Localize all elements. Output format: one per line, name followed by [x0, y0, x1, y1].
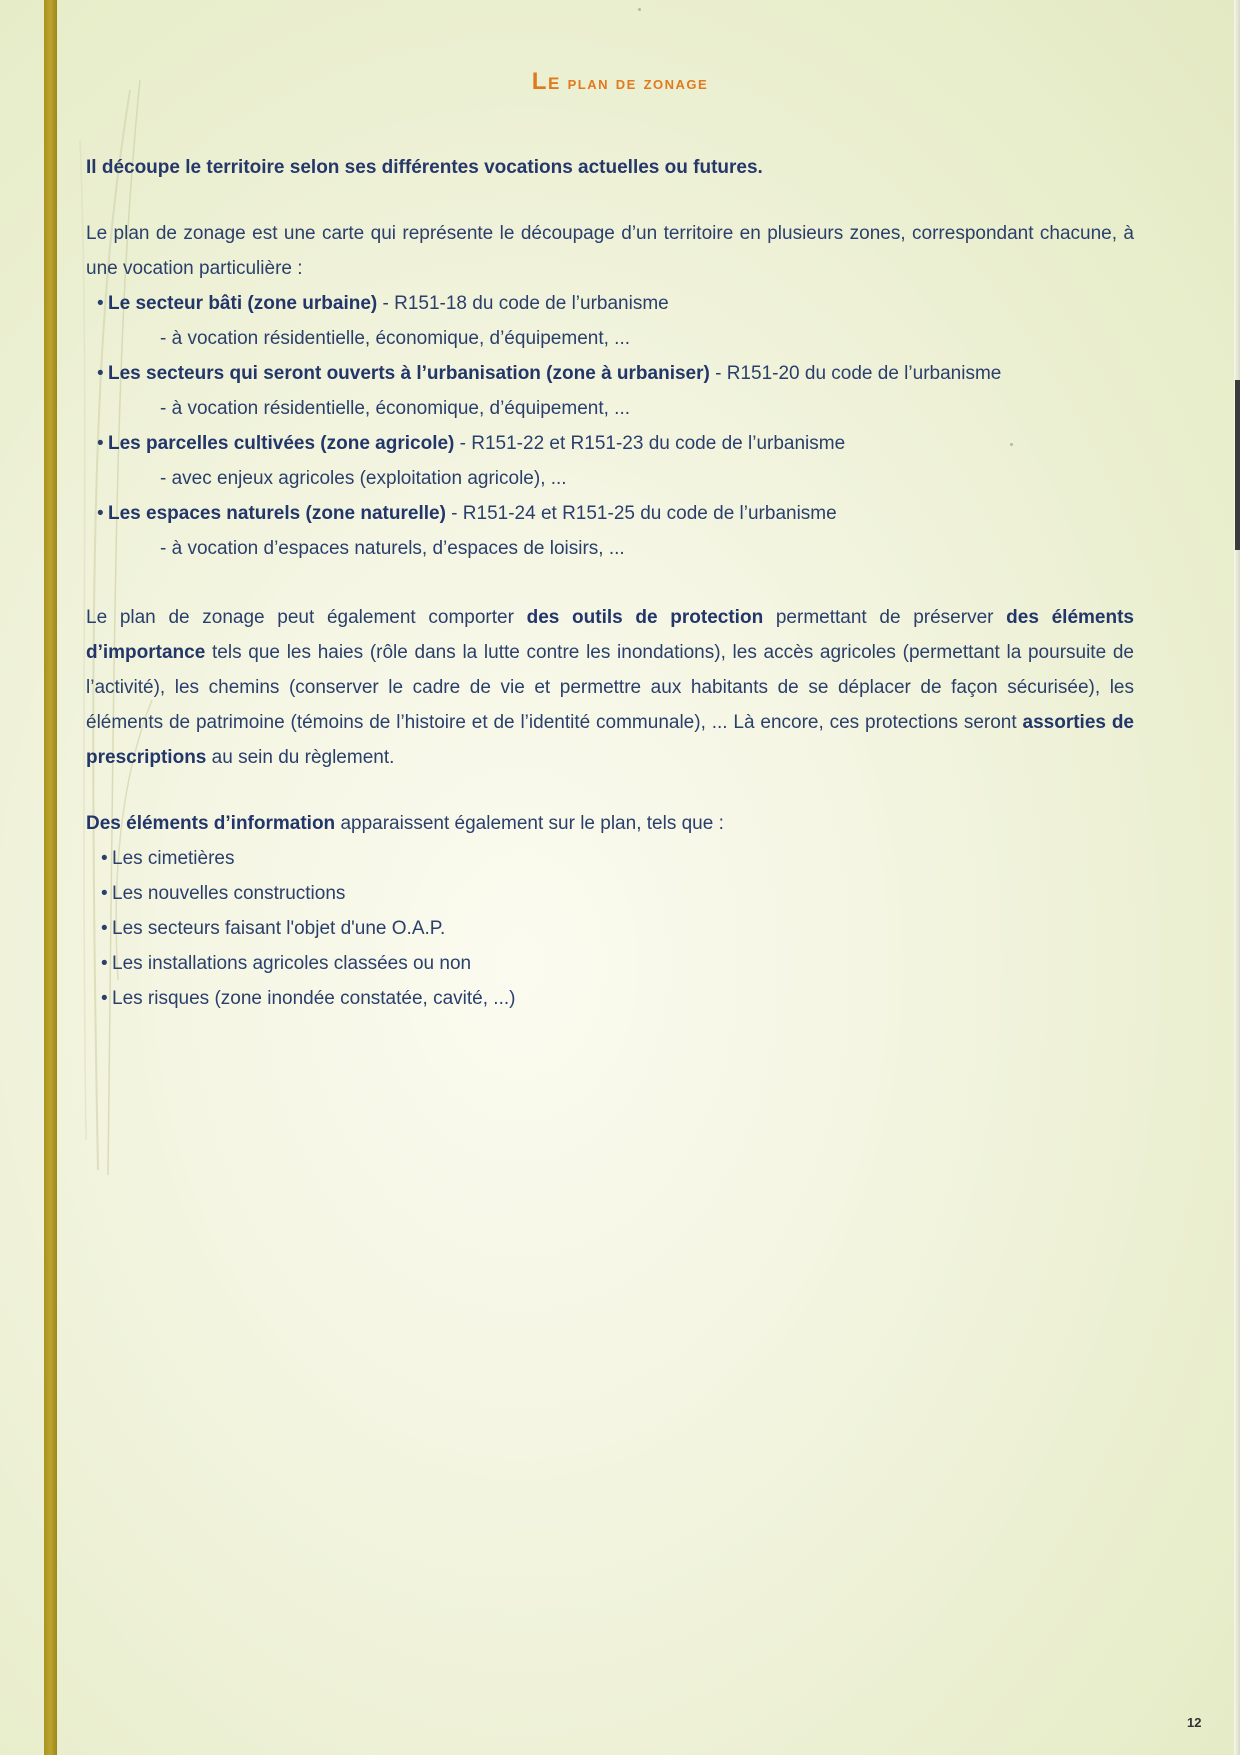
page-title: [0, 68, 1240, 96]
list-item: [86, 946, 1134, 981]
zone-ref: - R151-22 et R151-23 du code de l’urbanisme: [454, 433, 846, 454]
list-item: [86, 841, 1134, 876]
bullet-icon: •: [101, 848, 108, 869]
information-lead: [86, 806, 1134, 841]
zone-ref: - R151-18 du code de l’urbanisme: [377, 293, 669, 314]
zone-name: Les espaces naturels (zone naturelle): [108, 503, 446, 524]
zone-name: Les parcelles cultivées (zone agricole): [108, 433, 455, 454]
protection-text: Le plan de zonage peut également comporter: [86, 607, 527, 628]
zone-detail: - avec enjeux agricoles (exploitation agricole), ...: [160, 468, 567, 489]
list-item: [86, 876, 1134, 911]
zone-name: Le secteur bâti (zone urbaine): [108, 293, 378, 314]
intro-text: Le plan de zonage est une carte qui représente le découpage d’un territoire en plusieurs zones, correspondant chacune, à une vocation particulière :: [86, 223, 1134, 279]
protection-bold: des outils de protection: [526, 607, 764, 628]
bullet-icon: •: [101, 988, 108, 1009]
information-lead-bold: Des éléments d’information: [86, 813, 336, 834]
left-decorative-band: [44, 0, 57, 1755]
intro-lead: Il découpe le territoire selon ses différentes vocations actuelles ou futures.: [86, 157, 763, 178]
information-lead-text: apparaissent également sur le plan, tels que :: [335, 813, 724, 834]
list-item-text: Les installations agricoles classées ou non: [112, 953, 472, 974]
bullet-icon: •: [97, 363, 104, 384]
zone-ref: - R151-20 du code de l’urbanisme: [709, 363, 1002, 384]
zone-item-naturelle: [86, 496, 1134, 531]
zone-item-a-urbaniser: [86, 356, 1134, 391]
right-page-edge: [1234, 0, 1240, 1755]
zone-detail: - à vocation résidentielle, économique, d’équipement, ...: [160, 328, 630, 349]
zone-detail: - à vocation d’espaces naturels, d’espaces de loisirs, ...: [160, 538, 625, 559]
protection-bold: des éléments d’importance: [86, 607, 1134, 663]
bullet-icon: •: [101, 918, 108, 939]
bullet-icon: •: [101, 953, 108, 974]
list-item-text: Les secteurs faisant l'objet d'une O.A.P.: [112, 918, 446, 939]
list-item: [86, 911, 1134, 946]
zone-item-agricole: [86, 426, 1134, 461]
zone-detail: - à vocation résidentielle, économique, d’équipement, ...: [160, 398, 630, 419]
zone-item-urbaine: [86, 286, 1134, 321]
information-list: [86, 841, 1134, 1016]
bullet-icon: •: [101, 883, 108, 904]
bullet-icon: •: [97, 293, 104, 314]
zone-name: Les secteurs qui seront ouverts à l’urbanisation (zone à urbaniser): [108, 363, 710, 384]
title-first-word: Le: [531, 68, 561, 95]
right-edge-mark: [1235, 380, 1240, 550]
protection-text: au sein du règlement.: [206, 747, 395, 768]
protection-bold: assorties de prescriptions: [86, 712, 1134, 768]
page-number: 12: [1187, 1715, 1202, 1730]
zone-ref: - R151-24 et R151-25 du code de l’urbanisme: [445, 503, 837, 524]
bullet-icon: •: [97, 503, 104, 524]
list-item: [86, 981, 1134, 1016]
list-item-text: Les risques (zone inondée constatée, cavité, ...): [112, 988, 516, 1009]
title-rest: plan de zonage: [567, 73, 709, 94]
list-item-text: Les nouvelles constructions: [112, 883, 346, 904]
protection-paragraph: [86, 600, 1134, 775]
main-content: [86, 150, 1134, 1016]
protection-text: tels que les haies (rôle dans la lutte contre les inondations), les accès agricoles (permettant la poursuite de l’activité), les chemins (conserver le cadre de vie et permettre aux habitants de se déplacer de façon sécurisée), les éléments de patrimoine (témoins de l’histoire et de l’identité communale), ... Là encore, ces protections seront: [86, 642, 1134, 733]
protection-text: permettant de préserver: [763, 607, 1007, 628]
scan-speck: [638, 8, 641, 11]
bullet-icon: •: [97, 433, 104, 454]
zone-list: [86, 286, 1134, 566]
list-item-text: Les cimetières: [112, 848, 235, 869]
